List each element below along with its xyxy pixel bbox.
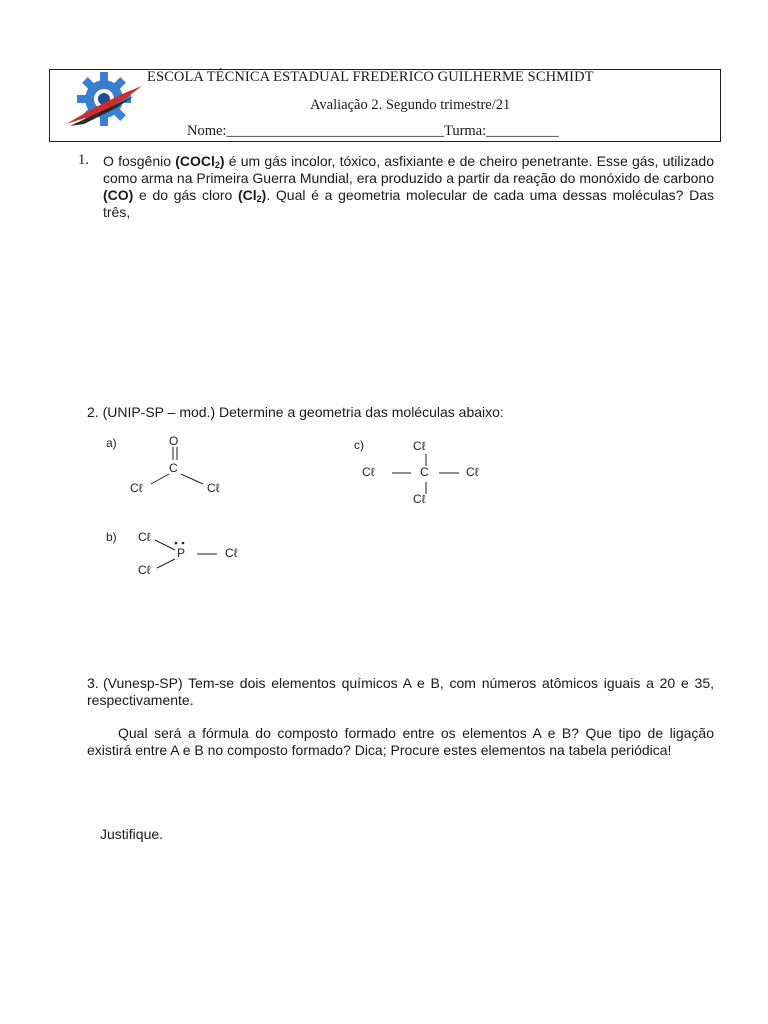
- molecule-c: [353, 436, 493, 508]
- question-1-text: O fosgênio (COCl$_2$) é um gás incolor, tóxico, asfixiante e de cheiro penetrante. Esse gás, utilizado como arma na Primeira Guerra Mundial, era produzido a partir da reação do monóxido de carbono (CO) e do gás cloro $(Cl_2)$. Qual é a geometria molecular de cada uma dessas moléculas? Das três,: [103, 153, 714, 220]
- molecule-a-label: a): [106, 436, 117, 450]
- atom-cl-right: Cℓ: [466, 465, 479, 479]
- atom-cl-bottom: Cℓ: [413, 492, 426, 506]
- atom-cl-left: Cℓ: [130, 481, 143, 495]
- school-logo: [64, 72, 152, 130]
- question-2-text: 2. (UNIP-SP – mod.) Determine a geometria das moléculas abaixo:: [87, 404, 504, 420]
- question-3-question: Qual será a fórmula do composto formado entre os elementos A e B? Que tipo de ligação existirá entre A e B no composto formado? Dica; Procure estes elementos na tabela periódica!: [87, 725, 714, 758]
- school-name: ESCOLA TÉCNICA ESTADUAL FREDERICO GUILHERME SCHMIDT: [147, 69, 594, 85]
- name-label: Nome:: [187, 123, 227, 139]
- molecule-b: [105, 528, 255, 580]
- atom-o: O: [169, 434, 179, 448]
- question-3-intro: (Vunesp-SP) Tem-se dois elementos químicos A e B, com números atômicos iguais a 20 e 35, respectivamente.: [87, 675, 714, 708]
- class-label: Turma:: [443, 123, 487, 139]
- evaluation-title: Avaliação 2. Segundo trimestre/21: [310, 97, 511, 113]
- justify-prompt: Justifique.: [100, 826, 164, 842]
- atom-cl-top: Cℓ: [413, 439, 426, 453]
- molecule-c-label: c): [354, 438, 364, 452]
- question-3-number: 3.: [87, 675, 99, 691]
- atom-cl-right: Cℓ: [225, 546, 238, 560]
- molecule-a: [105, 434, 245, 498]
- class-field[interactable]: __________: [486, 123, 559, 139]
- atom-cl-right: Cℓ: [207, 481, 220, 495]
- atom-c: C: [420, 465, 429, 479]
- atom-c: C: [169, 461, 178, 475]
- atom-p: P: [177, 546, 186, 560]
- atom-cl-upper-left: Cℓ: [138, 530, 151, 544]
- atom-cl-left: Cℓ: [362, 465, 375, 479]
- name-field[interactable]: ______________________________: [226, 123, 444, 139]
- name-class-line: [187, 123, 559, 140]
- question-1-number: 1.: [78, 152, 89, 168]
- atom-cl-lower-left: Cℓ: [138, 563, 151, 577]
- molecule-b-label: b): [106, 530, 117, 544]
